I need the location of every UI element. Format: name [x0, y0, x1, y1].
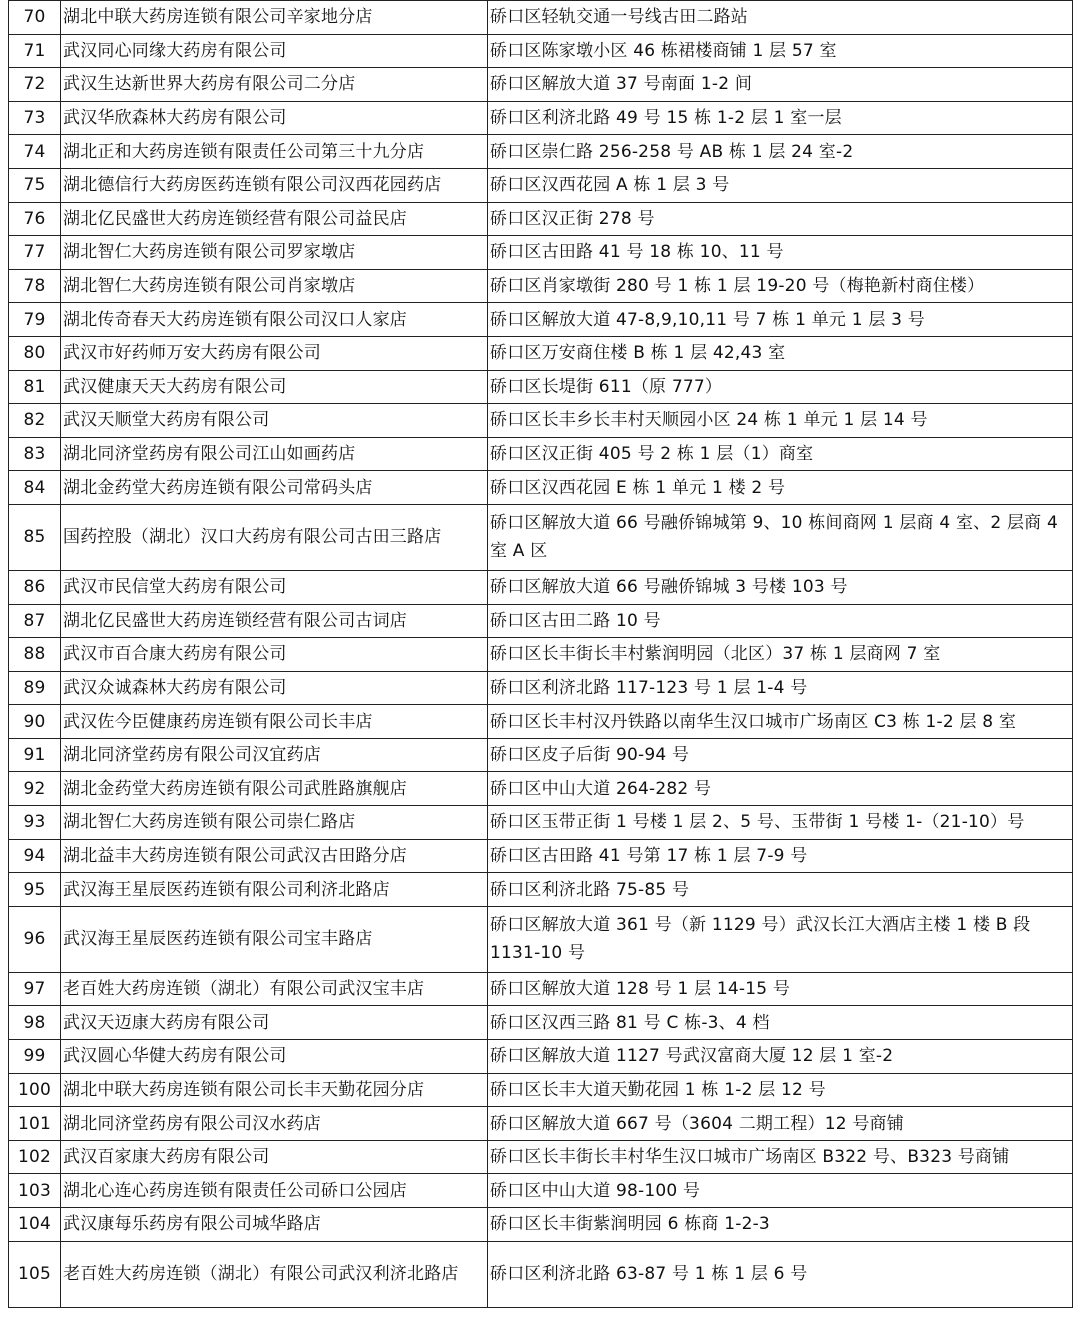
- table-row: [9, 135, 1073, 169]
- pharmacy-name: 国药控股（湖北）汉口大药房有限公司古田三路店: [61, 504, 488, 570]
- pharmacy-address: 硚口区轻轨交通一号线古田二路站: [488, 1, 1073, 35]
- pharmacy-address: 硚口区解放大道 128 号 1 层 14-15 号: [488, 972, 1073, 1006]
- table-row: [9, 202, 1073, 236]
- row-number: 90: [9, 705, 61, 739]
- table-row: [9, 504, 1073, 570]
- row-number: 87: [9, 604, 61, 638]
- row-number: 102: [9, 1140, 61, 1174]
- pharmacy-address: 硚口区古田路 41 号第 17 栋 1 层 7-9 号: [488, 839, 1073, 873]
- pharmacy-name: 湖北智仁大药房连锁有限公司罗家墩店: [61, 236, 488, 270]
- row-number: 100: [9, 1073, 61, 1107]
- pharmacy-address: 硚口区利济北路 75-85 号: [488, 873, 1073, 907]
- pharmacy-address: 硚口区中山大道 98-100 号: [488, 1174, 1073, 1208]
- pharmacy-address: 硚口区长丰街长丰村紫润明园（北区）37 栋 1 层商网 7 室: [488, 638, 1073, 672]
- pharmacy-address: 硚口区解放大道 37 号南面 1-2 间: [488, 68, 1073, 102]
- pharmacy-address: 硚口区长丰街紫润明园 6 栋商 1-2-3: [488, 1208, 1073, 1242]
- pharmacy-address: 硚口区古田二路 10 号: [488, 604, 1073, 638]
- table-row: [9, 604, 1073, 638]
- pharmacy-name: 武汉生达新世界大药房有限公司二分店: [61, 68, 488, 102]
- table-row: [9, 437, 1073, 471]
- row-number: 78: [9, 269, 61, 303]
- table-row: [9, 471, 1073, 505]
- pharmacy-address: 硚口区汉正街 278 号: [488, 202, 1073, 236]
- pharmacy-address: 硚口区解放大道 667 号（3604 二期工程）12 号商铺: [488, 1107, 1073, 1141]
- pharmacy-address: 硚口区万安商住楼 B 栋 1 层 42,43 室: [488, 336, 1073, 370]
- pharmacy-address: 硚口区皮子后街 90-94 号: [488, 738, 1073, 772]
- pharmacy-name: 武汉市好药师万安大药房有限公司: [61, 336, 488, 370]
- pharmacy-name: 湖北同济堂药房有限公司汉宜药店: [61, 738, 488, 772]
- row-number: 98: [9, 1006, 61, 1040]
- row-number: 76: [9, 202, 61, 236]
- pharmacy-name: 武汉海王星辰医药连锁有限公司宝丰路店: [61, 906, 488, 972]
- table-row: [9, 906, 1073, 972]
- pharmacy-name: 武汉海王星辰医药连锁有限公司利济北路店: [61, 873, 488, 907]
- pharmacy-name: 武汉天迈康大药房有限公司: [61, 1006, 488, 1040]
- row-number: 86: [9, 570, 61, 604]
- row-number: 80: [9, 336, 61, 370]
- table-row: [9, 236, 1073, 270]
- pharmacy-name: 湖北智仁大药房连锁有限公司肖家墩店: [61, 269, 488, 303]
- table-row: [9, 269, 1073, 303]
- row-number: 101: [9, 1107, 61, 1141]
- pharmacy-name: 湖北智仁大药房连锁有限公司崇仁路店: [61, 806, 488, 840]
- pharmacy-address: 硚口区长丰村汉丹铁路以南华生汉口城市广场南区 C3 栋 1-2 层 8 室: [488, 705, 1073, 739]
- pharmacy-name: 武汉佐今臣健康药房连锁有限公司长丰店: [61, 705, 488, 739]
- table-row: [9, 1174, 1073, 1208]
- table-row: [9, 1241, 1073, 1307]
- pharmacy-address: 硚口区崇仁路 256-258 号 AB 栋 1 层 24 室-2: [488, 135, 1073, 169]
- pharmacy-name: 武汉众诚森林大药房有限公司: [61, 671, 488, 705]
- pharmacy-address: 硚口区肖家墩街 280 号 1 栋 1 层 19-20 号（梅艳新村商住楼）: [488, 269, 1073, 303]
- table-row: [9, 1107, 1073, 1141]
- row-number: 89: [9, 671, 61, 705]
- pharmacy-address: 硚口区长丰大道天勤花园 1 栋 1-2 层 12 号: [488, 1073, 1073, 1107]
- pharmacy-name: 湖北同济堂药房有限公司汉水药店: [61, 1107, 488, 1141]
- table-row: [9, 638, 1073, 672]
- pharmacy-name: 武汉同心同缘大药房有限公司: [61, 34, 488, 68]
- table-row: [9, 1073, 1073, 1107]
- row-number: 79: [9, 303, 61, 337]
- pharmacy-address: 硚口区利济北路 117-123 号 1 层 1-4 号: [488, 671, 1073, 705]
- pharmacy-name: 老百姓大药房连锁（湖北）有限公司武汉利济北路店: [61, 1241, 488, 1307]
- row-number: 88: [9, 638, 61, 672]
- table-row: [9, 370, 1073, 404]
- row-number: 74: [9, 135, 61, 169]
- table-row: [9, 34, 1073, 68]
- row-number: 103: [9, 1174, 61, 1208]
- pharmacy-name: 武汉市百合康大药房有限公司: [61, 638, 488, 672]
- pharmacy-address: 硚口区汉西花园 E 栋 1 单元 1 楼 2 号: [488, 471, 1073, 505]
- table-row: [9, 806, 1073, 840]
- table-row: [9, 873, 1073, 907]
- table-row: [9, 68, 1073, 102]
- pharmacy-name: 武汉市民信堂大药房有限公司: [61, 570, 488, 604]
- pharmacy-name: 武汉圆心华健大药房有限公司: [61, 1040, 488, 1074]
- pharmacy-name: 湖北心连心药房连锁有限责任公司硚口公园店: [61, 1174, 488, 1208]
- pharmacy-address: 硚口区中山大道 264-282 号: [488, 772, 1073, 806]
- row-number: 72: [9, 68, 61, 102]
- pharmacy-name: 湖北亿民盛世大药房连锁经营有限公司古词店: [61, 604, 488, 638]
- pharmacy-address: 硚口区解放大道 47-8,9,10,11 号 7 栋 1 单元 1 层 3 号: [488, 303, 1073, 337]
- pharmacy-name: 武汉健康天天大药房有限公司: [61, 370, 488, 404]
- pharmacy-name: 湖北同济堂药房有限公司江山如画药店: [61, 437, 488, 471]
- row-number: 71: [9, 34, 61, 68]
- pharmacy-address: 硚口区古田路 41 号 18 栋 10、11 号: [488, 236, 1073, 270]
- pharmacy-address: 硚口区玉带正街 1 号楼 1 层 2、5 号、玉带街 1 号楼 1-（21-10）号: [488, 806, 1073, 840]
- pharmacy-list-body: [9, 1, 1073, 1308]
- pharmacy-name: 湖北德信行大药房医药连锁有限公司汉西花园药店: [61, 168, 488, 202]
- pharmacy-name: 湖北传奇春天大药房连锁有限公司汉口人家店: [61, 303, 488, 337]
- pharmacy-name: 湖北金药堂大药房连锁有限公司常码头店: [61, 471, 488, 505]
- pharmacy-address: 硚口区利济北路 49 号 15 栋 1-2 层 1 室一层: [488, 101, 1073, 135]
- pharmacy-name: 武汉天顺堂大药房有限公司: [61, 404, 488, 438]
- row-number: 96: [9, 906, 61, 972]
- pharmacy-name: 湖北中联大药房连锁有限公司辛家地分店: [61, 1, 488, 35]
- row-number: 75: [9, 168, 61, 202]
- table-row: [9, 705, 1073, 739]
- row-number: 92: [9, 772, 61, 806]
- table-row: [9, 839, 1073, 873]
- pharmacy-name: 湖北正和大药房连锁有限责任公司第三十九分店: [61, 135, 488, 169]
- pharmacy-address: 硚口区汉正街 405 号 2 栋 1 层（1）商室: [488, 437, 1073, 471]
- pharmacy-address: 硚口区长堤街 611（原 777）: [488, 370, 1073, 404]
- pharmacy-address: 硚口区解放大道 361 号（新 1129 号）武汉长江大酒店主楼 1 楼 B 段 1131-10 号: [488, 906, 1073, 972]
- pharmacy-name: 老百姓大药房连锁（湖北）有限公司武汉宝丰店: [61, 972, 488, 1006]
- table-row: [9, 1006, 1073, 1040]
- row-number: 105: [9, 1241, 61, 1307]
- table-row: [9, 1, 1073, 35]
- pharmacy-address: 硚口区陈家墩小区 46 栋裙楼商铺 1 层 57 室: [488, 34, 1073, 68]
- pharmacy-address: 硚口区解放大道 66 号融侨锦城 3 号楼 103 号: [488, 570, 1073, 604]
- table-row: [9, 671, 1073, 705]
- table-row: [9, 168, 1073, 202]
- table-row: [9, 1040, 1073, 1074]
- row-number: 85: [9, 504, 61, 570]
- table-row: [9, 303, 1073, 337]
- table-row: [9, 1140, 1073, 1174]
- pharmacy-address: 硚口区汉西三路 81 号 C 栋-3、4 档: [488, 1006, 1073, 1040]
- table-row: [9, 570, 1073, 604]
- pharmacy-address: 硚口区利济北路 63-87 号 1 栋 1 层 6 号: [488, 1241, 1073, 1307]
- row-number: 82: [9, 404, 61, 438]
- row-number: 93: [9, 806, 61, 840]
- row-number: 73: [9, 101, 61, 135]
- row-number: 81: [9, 370, 61, 404]
- pharmacy-address: 硚口区解放大道 66 号融侨锦城第 9、10 栋间商网 1 层商 4 室、2 层商 4 室 A 区: [488, 504, 1073, 570]
- table-row: [9, 404, 1073, 438]
- table-row: [9, 972, 1073, 1006]
- row-number: 94: [9, 839, 61, 873]
- pharmacy-name: 武汉华欣森林大药房有限公司: [61, 101, 488, 135]
- pharmacy-name: 湖北中联大药房连锁有限公司长丰天勤花园分店: [61, 1073, 488, 1107]
- row-number: 99: [9, 1040, 61, 1074]
- table-row: [9, 101, 1073, 135]
- pharmacy-name: 湖北金药堂大药房连锁有限公司武胜路旗舰店: [61, 772, 488, 806]
- row-number: 70: [9, 1, 61, 35]
- row-number: 104: [9, 1208, 61, 1242]
- row-number: 95: [9, 873, 61, 907]
- pharmacy-name: 湖北亿民盛世大药房连锁经营有限公司益民店: [61, 202, 488, 236]
- row-number: 83: [9, 437, 61, 471]
- row-number: 97: [9, 972, 61, 1006]
- row-number: 91: [9, 738, 61, 772]
- pharmacy-address: 硚口区解放大道 1127 号武汉富商大厦 12 层 1 室-2: [488, 1040, 1073, 1074]
- pharmacy-list-table: [8, 0, 1073, 1308]
- pharmacy-address: 硚口区长丰乡长丰村天顺园小区 24 栋 1 单元 1 层 14 号: [488, 404, 1073, 438]
- pharmacy-address: 硚口区长丰街长丰村华生汉口城市广场南区 B322 号、B323 号商铺: [488, 1140, 1073, 1174]
- pharmacy-name: 武汉百家康大药房有限公司: [61, 1140, 488, 1174]
- pharmacy-address: 硚口区汉西花园 A 栋 1 层 3 号: [488, 168, 1073, 202]
- pharmacy-name: 武汉康每乐药房有限公司城华路店: [61, 1208, 488, 1242]
- table-row: [9, 772, 1073, 806]
- pharmacy-name: 湖北益丰大药房连锁有限公司武汉古田路分店: [61, 839, 488, 873]
- row-number: 84: [9, 471, 61, 505]
- table-row: [9, 738, 1073, 772]
- table-row: [9, 1208, 1073, 1242]
- row-number: 77: [9, 236, 61, 270]
- table-row: [9, 336, 1073, 370]
